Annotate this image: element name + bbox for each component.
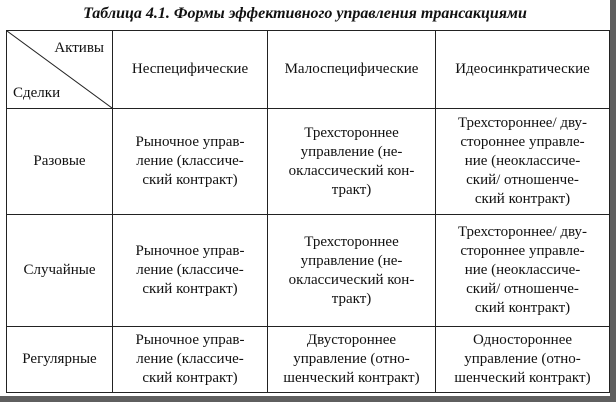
column-header: Неспецифические [113,31,268,109]
table-cell [113,327,268,393]
table-row [7,109,610,215]
row-header: Разовые [7,109,113,215]
cell-text: Рыночное управ- ление (классиче- ский контракт) [135,332,245,386]
table-cell [436,215,610,327]
table-cell [268,109,436,215]
row-header: Случайные [7,215,113,327]
table-cell [436,109,610,215]
table-row [7,327,610,393]
header-row [7,31,610,109]
corner-cell [7,31,113,109]
column-header: Идеосинкратические [436,31,610,109]
governance-table [6,30,610,393]
table-cell [113,215,268,327]
cell-text: Одностороннее управление (отно- шенческий контракт) [454,332,591,386]
table-row [7,215,610,327]
cell-text: Трехстороннее/ дву- стороннее управле- ние (неоклассиче- ский/ отношенче- ский контракт) [457,115,588,207]
cell-text: Рыночное управ- ление (классиче- ский контракт) [135,243,245,297]
cell-text: Трехстороннее управление (не- оклассический кон- тракт) [288,233,415,307]
cell-text: Рыночное управ- ление (классиче- ский контракт) [135,134,245,188]
table-cell [268,327,436,393]
cell-text: Трехстороннее/ дву- стороннее управле- ние (неоклассиче- ский/ отношенче- ский контракт) [457,224,588,316]
cell-text: Трехстороннее управление (не- оклассический кон- тракт) [288,124,415,198]
corner-assets-label: Активы [54,40,104,56]
row-header: Регулярные [7,327,113,393]
cell-text: Двустороннее управление (отно- шенческий контракт) [283,332,420,386]
corner-deals-label: Сделки [13,85,61,101]
column-header: Малоспецифические [268,31,436,109]
table-cell [436,327,610,393]
table-title: Таблица 4.1. Формы эффективного управления трансакциями [83,5,527,22]
table-cell [268,215,436,327]
table-cell [113,109,268,215]
